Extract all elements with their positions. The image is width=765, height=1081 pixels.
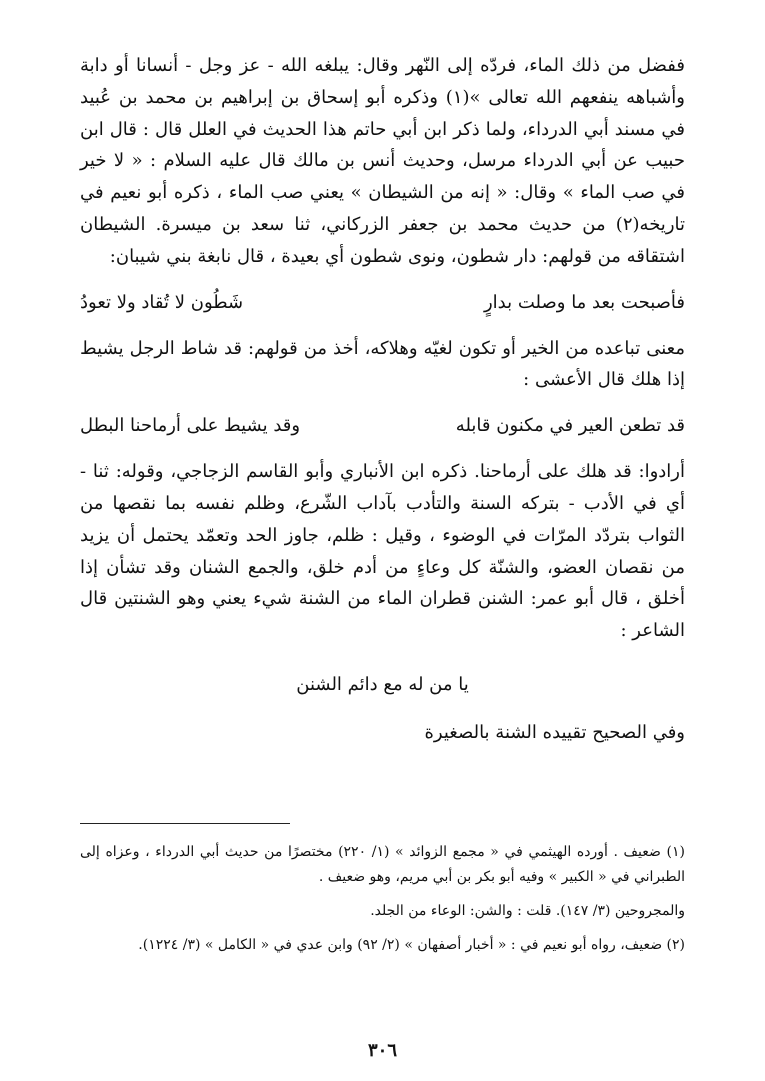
- footnote: (١) ضعيف . أورده الهيثمي في « مجمع الزوائد » (١/ ٢٢٠) مختصرًا من حديث أبي الدرداء ، وعزاه إلى الطبراني في « الكبير » وفيه أبو بكر بن أبي مريم، وهو ضعيف .: [80, 844, 685, 885]
- paragraph: ففضل من ذلك الماء، فردّه إلى النّهر وقال: يبلغه الله - عز وجل - أنسانا أو دابة وأشباهه ينفعهم الله تعالى »(١) وذكره أبو إسحاق بن إبراهيم بن محمد بن عُبيد في مسند أبي الدرداء، ولما ذكر ابن أبي حاتم هذا الحديث في العلل قال : قال ابن حبيب عن أبي الدرداء مرسل، وحديث أنس بن مالك قال عليه السلام : « لا خير في صب الماء » وقال: « إنه من الشيطان » يعني صب الماء ، ذكره أبو نعيم في تاريخه(٢) من حديث محمد بن جعفر الزركاني، ثنا سعد بن ميسرة. الشيطان اشتقاقه من قولهم: دار شطون، ونوى شطون أي بعيدة ، قال نابغة بني شيبان:: [80, 55, 686, 267]
- footnote-divider: [80, 823, 290, 824]
- verse-first-hemistich: قد تطعن العير في مكنون قابله: [455, 415, 685, 437]
- verse-second-hemistich: شَطُون لا تُقاد ولا تعودُ: [80, 291, 244, 313]
- page-number: ٣٠٦: [367, 1040, 397, 1061]
- verse-single: يا من له مع دائم الشنن: [296, 673, 469, 695]
- main-text: [80, 50, 685, 749]
- verse-line: [80, 287, 685, 319]
- verse-first-hemistich: فأصبحت بعد ما وصلت بدارٍ: [483, 291, 685, 313]
- verse-line: [80, 669, 685, 701]
- footnote: (٢) ضعيف، رواه أبو نعيم في : « أخبار أصفهان » (٢/ ٩٢) وابن عدي في « الكامل » (٣/ ١٢٢٤).: [138, 937, 685, 953]
- footnote: والمجروحين (٣/ ١٤٧). قلت : والشن: الوعاء من الجلد.: [370, 903, 685, 919]
- paragraph: وفي الصحيح تقييده الشنة بالصغيرة: [424, 721, 685, 743]
- paragraph: أرادوا: قد هلك على أرماحنا. ذكره ابن الأنباري وأبو القاسم الزجاجي، وقوله: ثنا - أي في الأدب - بتركه السنة والتأدب بآداب الشّرع، وظلم نفسه بما نقصها من الثواب بتردّد المرّات في الوضوء ، وقيل : ظلم، جاوز الحد وتعمّد يحتمل أن يزيد من نقصان العضو، والشنّة كل وعاءٍ من أدم خلق، والجمع الشنان وقد تشأن إذا أخلق ، قال أبو عمر: الشنن قطران الماء من الشنة شيء يعني وهو الشنتين قال الشاعر :: [80, 461, 685, 642]
- paragraph: معنى تباعده من الخير أو تكون لغيّه وهلاكه، أخذ من قولهم: قد شاط الرجل يشيط إذا هلك قال الأعشى :: [80, 337, 685, 391]
- verse-second-hemistich: وقد يشيط على أرماحنا البطل: [80, 415, 301, 437]
- footnotes: [80, 840, 685, 967]
- verse-line: [80, 410, 685, 442]
